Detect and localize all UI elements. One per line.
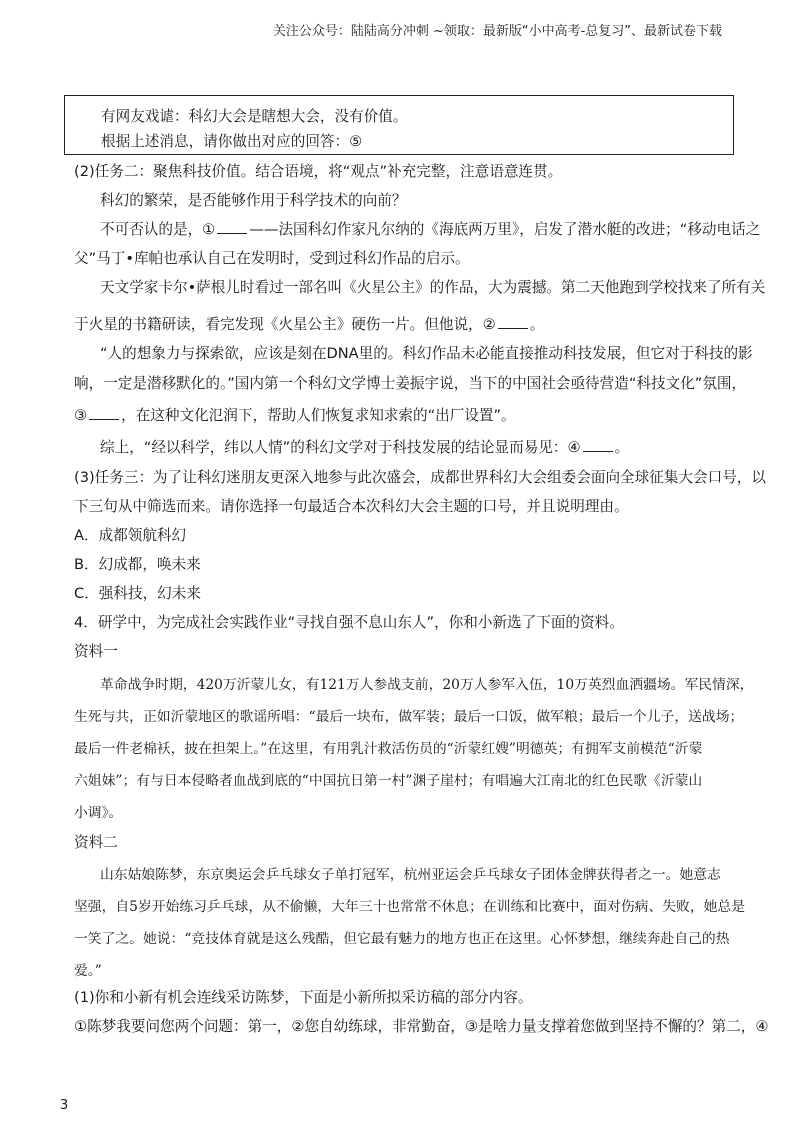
material-2-line: 一笑了之。她说：“竞技体育就是这么残酷，但它最有魅力的地方也正在这里。心怀梦想，继续奔赴自己的热	[74, 931, 730, 947]
material-1-label: 资料一	[74, 643, 118, 660]
material-2-label: 资料二	[74, 834, 118, 851]
material-1-line: 最后一件老棉袄，披在担架上。”在这里，有用乳汁救活伤员的“沂蒙红嫂”明德英；有拥军支前模范“沂蒙	[74, 741, 703, 757]
option-a: A．成都领航科幻	[74, 527, 187, 544]
blank-3[interactable]	[89, 407, 119, 420]
box-line-1: 有网友戏谑：科幻大会是瞎想大会，没有价值。	[101, 108, 408, 125]
material-1-line: 六姐妹”；有与日本侵略者血战到底的“中国抗日第一村”渊子崖村；有唱遍大江南北的红色民歌《沂蒙山	[74, 773, 703, 789]
blank-2[interactable]	[498, 316, 528, 329]
task3-line2: 下三句从中筛选而来。请你选择一句最适合本次科幻大会主题的口号，并且说明理由。	[74, 498, 629, 515]
task2-question: 科幻的繁荣，是否能够作用于科学技术的向前？	[100, 192, 407, 209]
task2-p4: 综上，“经以科学，纬以人情”的科幻文学对于科技发展的结论显而易见：④ 。	[100, 439, 630, 456]
task2-p3-line3: ③ ，在这种文化氾润下，帮助人们恢复求知求索的“出厂设置”。	[74, 407, 516, 424]
quote-box	[64, 95, 734, 155]
q4-sub1: (1)你和小新有机会连线采访陈梦，下面是小新所拟采访稿的部分内容。	[74, 989, 533, 1006]
task2-p2-line2: 于火星的书籍研读，看完发现《火星公主》硬伤一片。但他说，② 。	[74, 316, 545, 333]
task2-title: (2)任务二：聚焦科技价值。结合语境，将“观点”补充完整，注意语意连贯。	[74, 163, 563, 180]
material-1-line: 革命战争时期，420万沂蒙儿女，有121万人参战支前，20万人参军入伍，10万英烈血洒疆场。军民情深，	[100, 677, 754, 693]
page-header: 关注公众号：陆陆高分冲刺 ~领取：最新版“小中高考-总复习”、最新试卷下载	[272, 24, 722, 39]
task2-p2-line1: 天文学家卡尔•萨根儿时看过一部名叫《火星公主》的作品，大为震撼。第二天他跑到学校找来了所有关	[100, 279, 766, 296]
task2-p1-line2: 父”马丁•库帕也承认自己在发明时，受到过科幻作品的启示。	[74, 250, 470, 267]
task2-p1-line1: 不可否认的是，① ——法国科幻作家凡尔纳的《海底两万里》，启发了潜水艇的改进；“移动电话之	[100, 221, 761, 238]
material-2-line: 山东姑娘陈梦，东京奥运会乒乓球女子单打冠军，杭州亚运会乒乓球女子团体金牌获得者之一。她意志	[100, 867, 721, 883]
q4-title: 4．研学中，为完成社会实践作业“寻找自强不息山东人”，你和小新选了下面的资料。	[74, 614, 624, 631]
material-2-line: 坚强，自5岁开始练习乒乓球，从不偷懒，大年三十也常常不休息；在训练和比赛中，面对伤病、失败，她总是	[74, 899, 746, 915]
q4-sub2: ①陈梦我要问您两个问题：第一，②您自幼练球，非常勤奋，③是啥力量支撑着您做到坚持不懈的？第二，④	[74, 1018, 769, 1035]
task2-p3-line1: “人的想象力与探索欲，应该是刻在DNA里的。科幻作品未必能直接推动科技发展，但它对于科技的影	[100, 345, 753, 362]
box-line-2: 根据上述消息，请你做出对应的回答：⑤	[101, 133, 363, 150]
blank-1[interactable]	[217, 221, 247, 234]
option-b: B．幻成都，唤未来	[74, 556, 201, 573]
material-1-line: 小调》。	[74, 805, 123, 821]
page-number: 3	[60, 1098, 69, 1113]
blank-4[interactable]	[583, 439, 613, 452]
task2-p3-line2: 响，一定是潜移默化的。”国内第一个科幻文学博士姜振宇说，当下的中国社会亟待营造“科技文化”氛围，	[74, 375, 747, 392]
option-c: C．强科技，幻未来	[74, 585, 201, 602]
task3-line1: (3)任务三：为了让科幻迷朋友更深入地参与此次盛会，成都世界科幻大会组委会面向全球征集大会口号，以	[74, 469, 766, 486]
material-2-line: 爱。”	[74, 963, 102, 979]
material-1-line: 生死与共，正如沂蒙地区的歌谣所唱：“最后一块布，做军装；最后一口饭，做军粮；最后一个儿子，送战场；	[74, 709, 744, 725]
